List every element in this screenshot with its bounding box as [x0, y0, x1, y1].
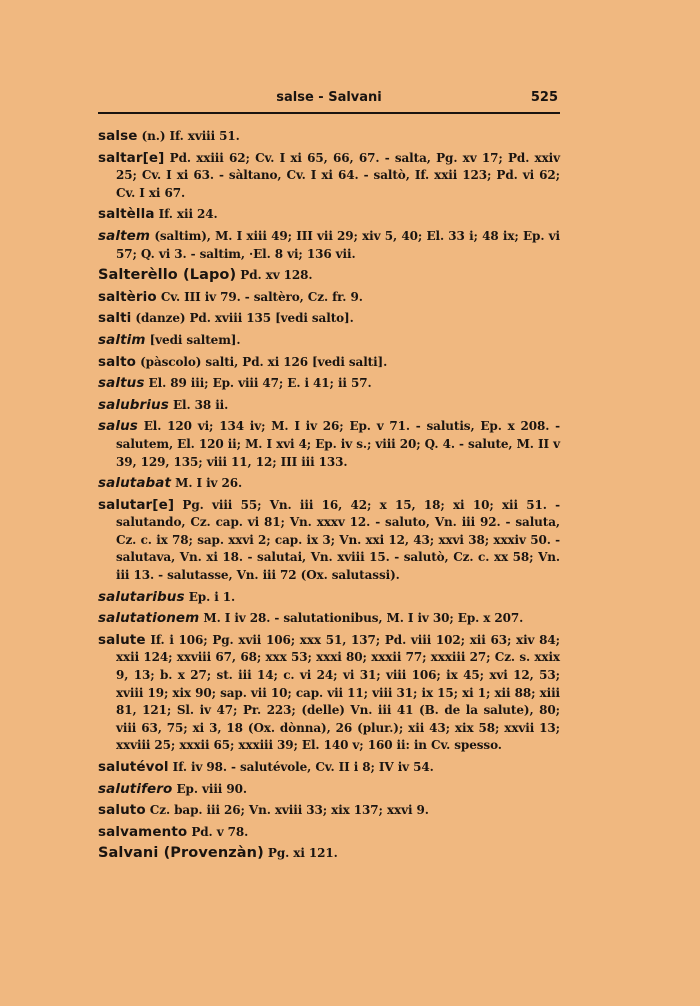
entry-saluto: [98, 802, 560, 820]
entry-list: [98, 128, 560, 863]
entry-saltus: [98, 375, 560, 393]
entry-salse: [98, 128, 560, 146]
entry-text: If. iv 98. - salutévole, Cv. II i 8; IV iv 54.: [168, 760, 434, 774]
headword: salvamento: [98, 823, 188, 840]
entry-text: (saltim), M. I xiii 49; III vii 29; xiv 5, 40; El. 33 i; 48 ix; Ep. vi 57; Q. vi 3. - saltim, ·El. 8 vi; 136 vii.: [116, 228, 560, 261]
headword: salutévol: [98, 759, 169, 775]
entry-text: Pg. viii 55; Vn. iii 16, 42; x 15, 18; xi 10; xii 51. - salutando, Cz. cap. vi 81; Vn. xxxv 12. - saluto, Vn. iii 92. - saluta, Cz. c. ix 78; sap. xxvi 2; cap. ix 3; Vn. xxi 12, 43; xxvi 38; xxxiv 50. - salutava, Vn. xi 18. - salutai, Vn. xviii 15. - salutò, Cz. c. xx 58; Vn. iii 13. - salutasse, Vn. iii 72 (Ox. salutassi).: [116, 497, 560, 583]
headword: salutar[e]: [98, 496, 175, 513]
entry-text: Pd. xxiii 62; Cv. I xi 65, 66, 67. - salta, Pg. xv 17; Pd. xxiv 25; Cv. I xi 63. - sàltano, Cv. I xi 64. - saltò, If. xxii 123; Pd. vi 62; Cv. I xi 67.: [116, 150, 560, 200]
page-number: 525: [530, 90, 558, 105]
headword: saltus: [98, 375, 145, 392]
entry-salutifero: [98, 781, 560, 799]
headword: salto: [98, 353, 137, 370]
entry-salutaribus: [98, 589, 560, 607]
entry-saltim: [98, 332, 560, 350]
entry-saltem: [98, 228, 560, 263]
headword: salute: [98, 631, 146, 648]
entry-text: (pàscolo) salti, Pd. xi 126 [vedi salti].: [136, 354, 388, 369]
entry-text: [vedi saltem].: [145, 332, 241, 347]
headword: salubrius: [98, 396, 169, 413]
entry-saltella: [98, 206, 560, 224]
entry-salvamento: [98, 824, 560, 842]
entry-salto: [98, 354, 560, 372]
entry-text: Pd. v 78.: [187, 824, 249, 839]
entry-text: If. i 106; Pg. xvii 106; xxx 51, 137; Pd. viii 102; xii 63; xiv 84; xxii 124; xxviii 67, 68; xxx 53; xxxi 80; xxxii 77; xxxiii 27; Cz. s. xxix 9, 13; b. x 27; st. iii 14; c. vi 24; vi 31; viii 106; ix 45; xvi 12, 53; xviii 19; xix 90; sap. vii 10; cap. vii 11; viii 31; ix 15; xi 1; xii 88; xiii 81, 121; Sl. iv 47; Pr. 223; (delle) Vn. iii 41 (B. de la salute), 80; viii 63, 75; xi 3, 18 (Ox. dònna), 26 (plur.); xii 43; xix 58; xxvii 13; xxviii 25; xxxii 65; xxxiii 39; El. 140 v; 160 ii: in Cv. spesso.: [116, 632, 560, 753]
entry-salterio: [98, 289, 560, 307]
headword: Salvani (Provenzàn): [98, 845, 264, 862]
dictionary-page: [98, 88, 560, 867]
entry-text: Pg. xi 121.: [263, 846, 338, 861]
headword: salutationem: [98, 610, 200, 627]
headword: saltem: [98, 227, 151, 244]
entry-text: El. 89 iii; Ep. viii 47; E. i 41; ii 57.: [144, 376, 372, 391]
headword: salti: [98, 310, 132, 327]
entry-text: Ep. viii 90.: [172, 781, 247, 796]
running-title: salse - Salvani: [276, 90, 382, 105]
headword: salutabat: [98, 475, 172, 492]
headword: saltim: [98, 331, 146, 348]
entry-text: (n.) If. xviii 51.: [137, 129, 240, 143]
entry-salus: [98, 418, 560, 471]
entry-saltare: [98, 150, 560, 203]
entry-text: If. xii 24.: [154, 207, 218, 222]
entry-text: M. I iv 28. - salutationibus, M. I iv 30; Ep. x 207.: [199, 611, 524, 626]
entry-text: Ep. i 1.: [184, 589, 236, 604]
headword: salutifero: [98, 780, 173, 797]
entry-text: Cz. bap. iii 26; Vn. xviii 33; xix 137; xxvi 9.: [145, 803, 429, 818]
entry-salutationem: [98, 610, 560, 628]
headword: salse: [98, 128, 138, 144]
entry-salterello: [98, 267, 560, 285]
headword: saltèlla: [98, 206, 155, 223]
entry-text: Pd. xv 128.: [236, 268, 313, 283]
headword: saluto: [98, 802, 146, 819]
page-header: [98, 88, 560, 114]
entry-text: Cv. III iv 79. - saltèro, Cz. fr. 9.: [156, 289, 363, 304]
entry-text: El. 38 ii.: [168, 397, 229, 412]
headword: saltèrio: [98, 288, 157, 305]
headword: saltar[e]: [98, 149, 165, 166]
entry-text: (danze) Pd. xviii 135 [vedi salto].: [131, 311, 354, 326]
entry-salutevol: [98, 759, 560, 777]
entry-text: El. 120 vi; 134 iv; M. I iv 26; Ep. v 71. - salutis, Ep. x 208. - salutem, El. 120 ii; M. I xvi 4; Ep. iv s.; viii 20; Q. 4. - salute, M. II v 39, 129, 135; viii 11, 12; III iii 133.: [116, 419, 560, 469]
entry-salvani: [98, 845, 560, 863]
entry-salubrius: [98, 397, 560, 415]
entry-salti: [98, 310, 560, 328]
entry-salute: [98, 632, 560, 755]
headword: Salterèllo (Lapo): [98, 267, 237, 284]
entry-salutare: [98, 497, 560, 585]
entry-text: M. I iv 26.: [171, 476, 243, 491]
entry-salutabat: [98, 475, 560, 493]
headword: salutaribus: [98, 588, 185, 605]
headword: salus: [98, 418, 138, 435]
